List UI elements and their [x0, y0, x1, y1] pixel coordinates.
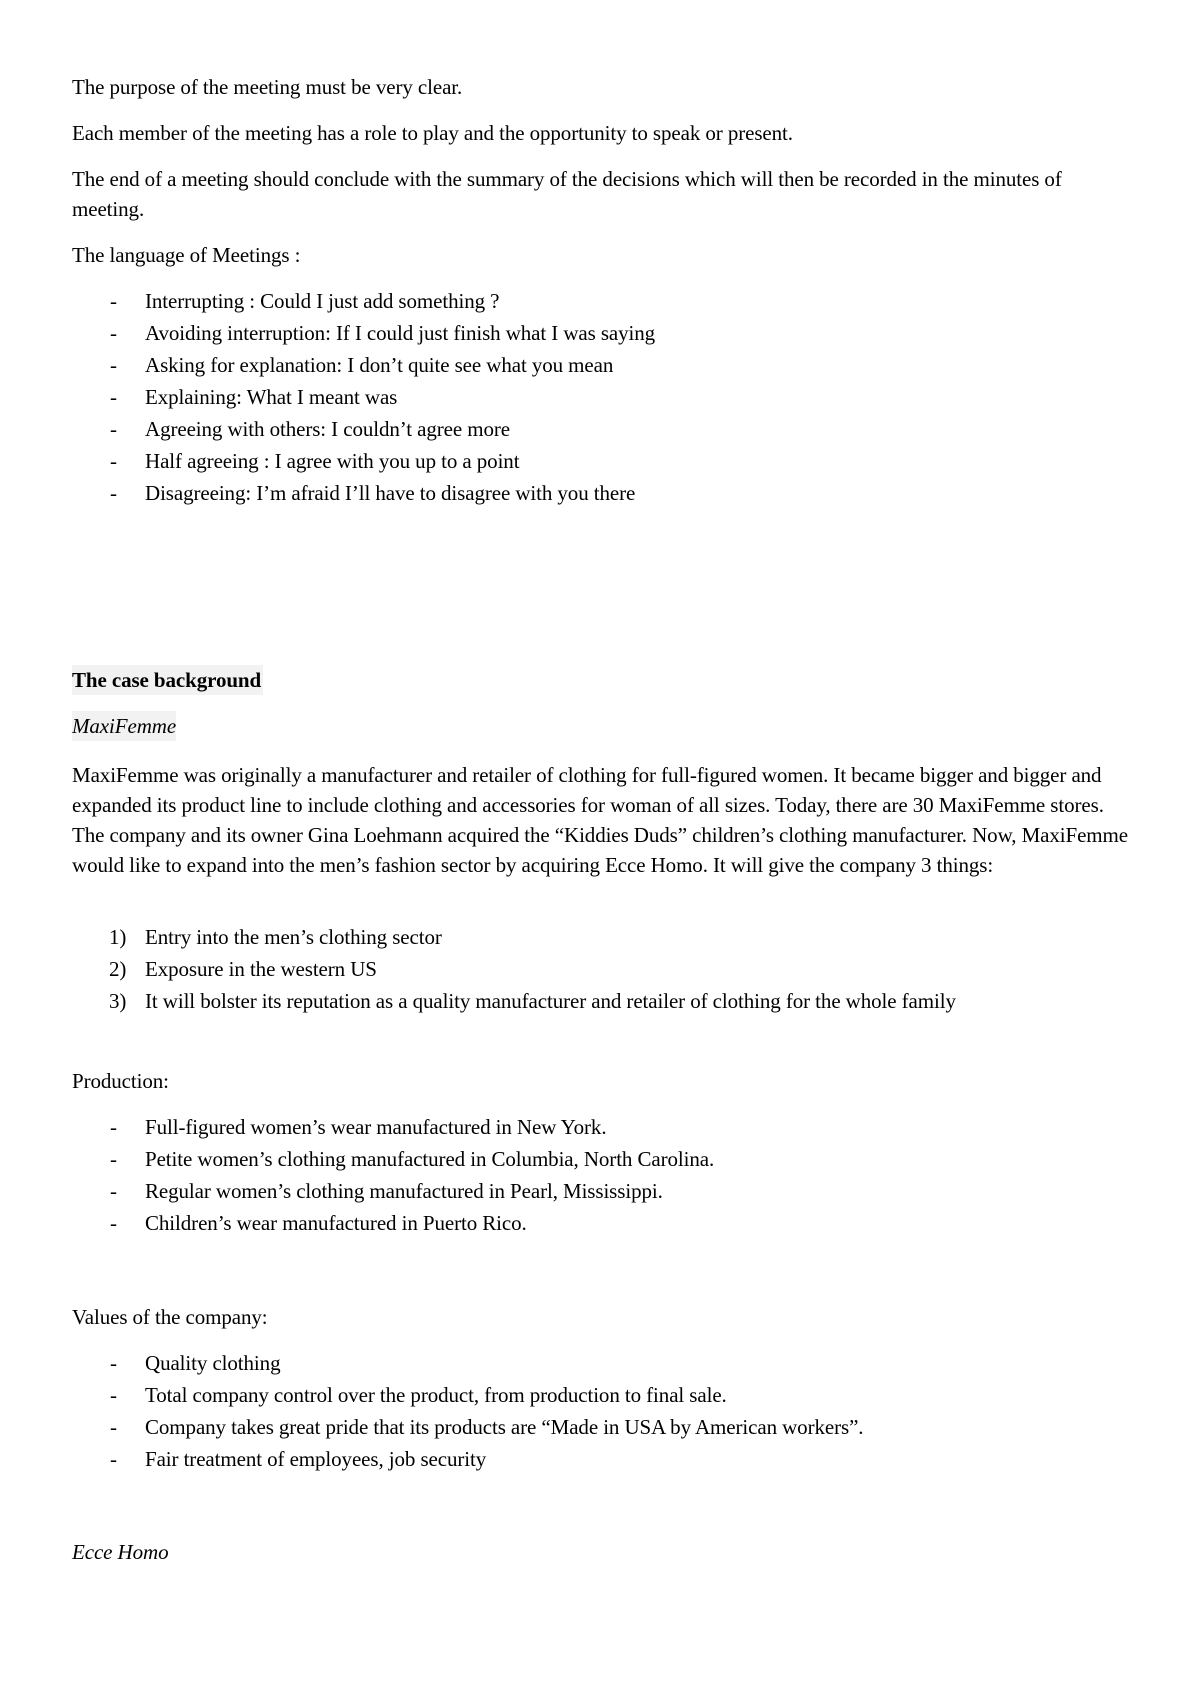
- list-marker: -: [110, 1415, 117, 1439]
- intro-paragraph-3: The end of a meeting should conclude with the summary of the decisions which will then be recorded in the minutes of meeting.: [72, 167, 1062, 221]
- list-marker: -: [110, 289, 117, 313]
- list-item: [72, 1412, 1132, 1444]
- list-item-text: Interrupting : Could I just add something ?: [145, 289, 500, 313]
- list-item-text: Fair treatment of employees, job security: [145, 1447, 487, 1471]
- list-item-text: Entry into the men’s clothing sector: [145, 925, 442, 949]
- list-item-text: Exposure in the western US: [145, 957, 377, 981]
- list-marker: -: [110, 449, 117, 473]
- list-item: [72, 1444, 1132, 1476]
- list-marker: 2): [109, 957, 127, 981]
- list-item: [72, 1112, 1132, 1144]
- list-item: [72, 446, 1132, 478]
- list-item-text: Avoiding interruption: If I could just finish what I was saying: [145, 321, 656, 345]
- list-item: [72, 1208, 1132, 1240]
- list-item-text: Half agreeing : I agree with you up to a point: [145, 449, 520, 473]
- intro-paragraph-4: The language of Meetings :: [72, 243, 301, 267]
- list-item-text: It will bolster its reputation as a quality manufacturer and retailer of clothing for the whole family: [145, 989, 956, 1013]
- intro-paragraph-1: The purpose of the meeting must be very clear.: [72, 75, 463, 99]
- maxifemme-description: MaxiFemme was originally a manufacturer and retailer of clothing for full-figured women. It became bigger and bigger and expanded its product line to include clothing and accessories for woman of all sizes. Today, there are 30 MaxiFemme stores. The company and its owner Gina Loehmann acquired the “Kiddies Duds” children’s clothing manufacturer. Now, MaxiFemme would like to expand into the men’s fashion sector by acquiring Ecce Homo. It will give the company 3 things:: [72, 763, 1128, 877]
- case-background-heading: The case background: [72, 665, 263, 695]
- list-item-text: Explaining: What I meant was: [145, 385, 398, 409]
- list-item-text: Petite women’s clothing manufactured in Columbia, North Carolina.: [145, 1147, 715, 1171]
- list-item: [72, 318, 1132, 350]
- list-item: [72, 350, 1132, 382]
- list-marker: -: [110, 1447, 117, 1471]
- maxifemme-subheading: MaxiFemme: [72, 711, 176, 741]
- list-marker: -: [110, 417, 117, 441]
- list-marker: -: [110, 321, 117, 345]
- list-marker: -: [110, 481, 117, 505]
- list-item-text: Full-figured women’s wear manufactured in New York.: [145, 1115, 607, 1139]
- list-marker: 3): [109, 989, 127, 1013]
- production-label: Production:: [72, 1069, 169, 1093]
- list-item-text: Regular women’s clothing manufactured in Pearl, Mississippi.: [145, 1179, 663, 1203]
- meeting-language-list: [72, 286, 1132, 510]
- list-marker: -: [110, 1147, 117, 1171]
- list-item-text: Quality clothing: [145, 1351, 281, 1375]
- list-item: [72, 286, 1132, 318]
- list-item-text: Asking for explanation: I don’t quite see what you mean: [145, 353, 614, 377]
- list-item-text: Company takes great pride that its products are “Made in USA by American workers”.: [145, 1415, 864, 1439]
- list-item-text: Agreeing with others: I couldn’t agree more: [145, 417, 511, 441]
- list-item-text: Total company control over the product, from production to final sale.: [145, 1383, 727, 1407]
- list-item: [72, 922, 1132, 954]
- list-item: [72, 1380, 1132, 1412]
- list-marker: -: [110, 1179, 117, 1203]
- intro-paragraph-2: Each member of the meeting has a role to play and the opportunity to speak or present.: [72, 121, 793, 145]
- list-item: [72, 382, 1132, 414]
- list-item-text: Children’s wear manufactured in Puerto Rico.: [145, 1211, 527, 1235]
- list-marker: -: [110, 1383, 117, 1407]
- list-item: [72, 1176, 1132, 1208]
- company-values-list: [72, 1348, 1132, 1476]
- list-marker: -: [110, 353, 117, 377]
- list-marker: 1): [109, 925, 127, 949]
- list-item: [72, 986, 1132, 1018]
- list-marker: -: [110, 1351, 117, 1375]
- values-label: Values of the company:: [72, 1305, 268, 1329]
- list-item-text: Disagreeing: I’m afraid I’ll have to disagree with you there: [145, 481, 636, 505]
- list-item: [72, 1348, 1132, 1380]
- list-item: [72, 1144, 1132, 1176]
- list-item: [72, 478, 1132, 510]
- list-item: [72, 954, 1132, 986]
- acquisition-benefits-list: [72, 922, 1132, 1018]
- list-marker: -: [110, 1211, 117, 1235]
- production-list: [72, 1112, 1132, 1240]
- list-marker: -: [110, 1115, 117, 1139]
- ecce-homo-subheading: Ecce Homo: [72, 1540, 169, 1564]
- list-item: [72, 414, 1132, 446]
- list-marker: -: [110, 385, 117, 409]
